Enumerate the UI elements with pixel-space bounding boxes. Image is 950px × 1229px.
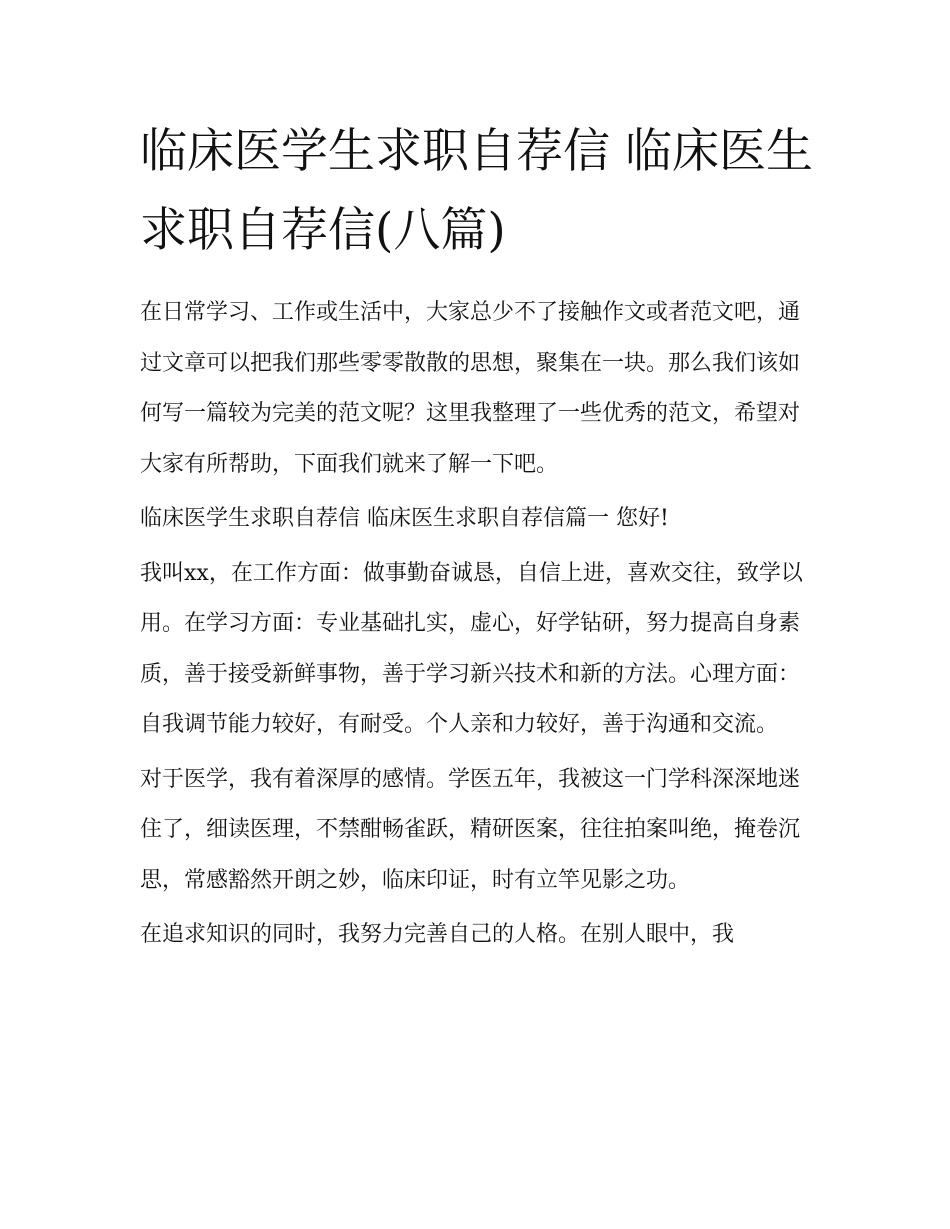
document-body bbox=[140, 112, 815, 965]
paragraph-medicine-passion: 对于医学，我有着深厚的感情。学医五年，我被这一门学科深深地迷住了，细读医理，不禁酣畅雀跃，精研医案，往往拍案叫绝，掩卷沉思，常感豁然开朗之妙，临床印证，时有立竿见影之功。 bbox=[140, 766, 801, 893]
paragraph-self-introduction: 我叫xx，在工作方面：做事勤奋诚恳，自信上进，喜欢交往，致学以用。在学习方面：专业基础扎实，虚心，好学钻研，努力提高自身素质，善于接受新鲜事物，善于学习新兴技术和新的方法。心理方面：自我调节能力较好，有耐受。个人亲和力较好，善于沟通和交流。 bbox=[140, 560, 803, 737]
paragraph-letter-heading: 临床医学生求职自荐信 临床医生求职自荐信篇一 您好! bbox=[140, 506, 669, 531]
paragraph-intro: 在日常学习、工作或生活中，大家总少不了接触作文或者范文吧，通过文章可以把我们那些零零散散的思想，聚集在一块。那么我们该如何写一篇较为完美的范文呢？这里我整理了一些优秀的范文，希望对大家有所帮助，下面我们就来了解一下吧。 bbox=[140, 300, 801, 477]
paragraph-personality: 在追求知识的同时，我努力完善自己的人格。在别人眼中，我 bbox=[140, 922, 735, 947]
document-title: 临床医学生求职自荐信 临床医生求职自荐信(八篇) bbox=[140, 124, 813, 258]
